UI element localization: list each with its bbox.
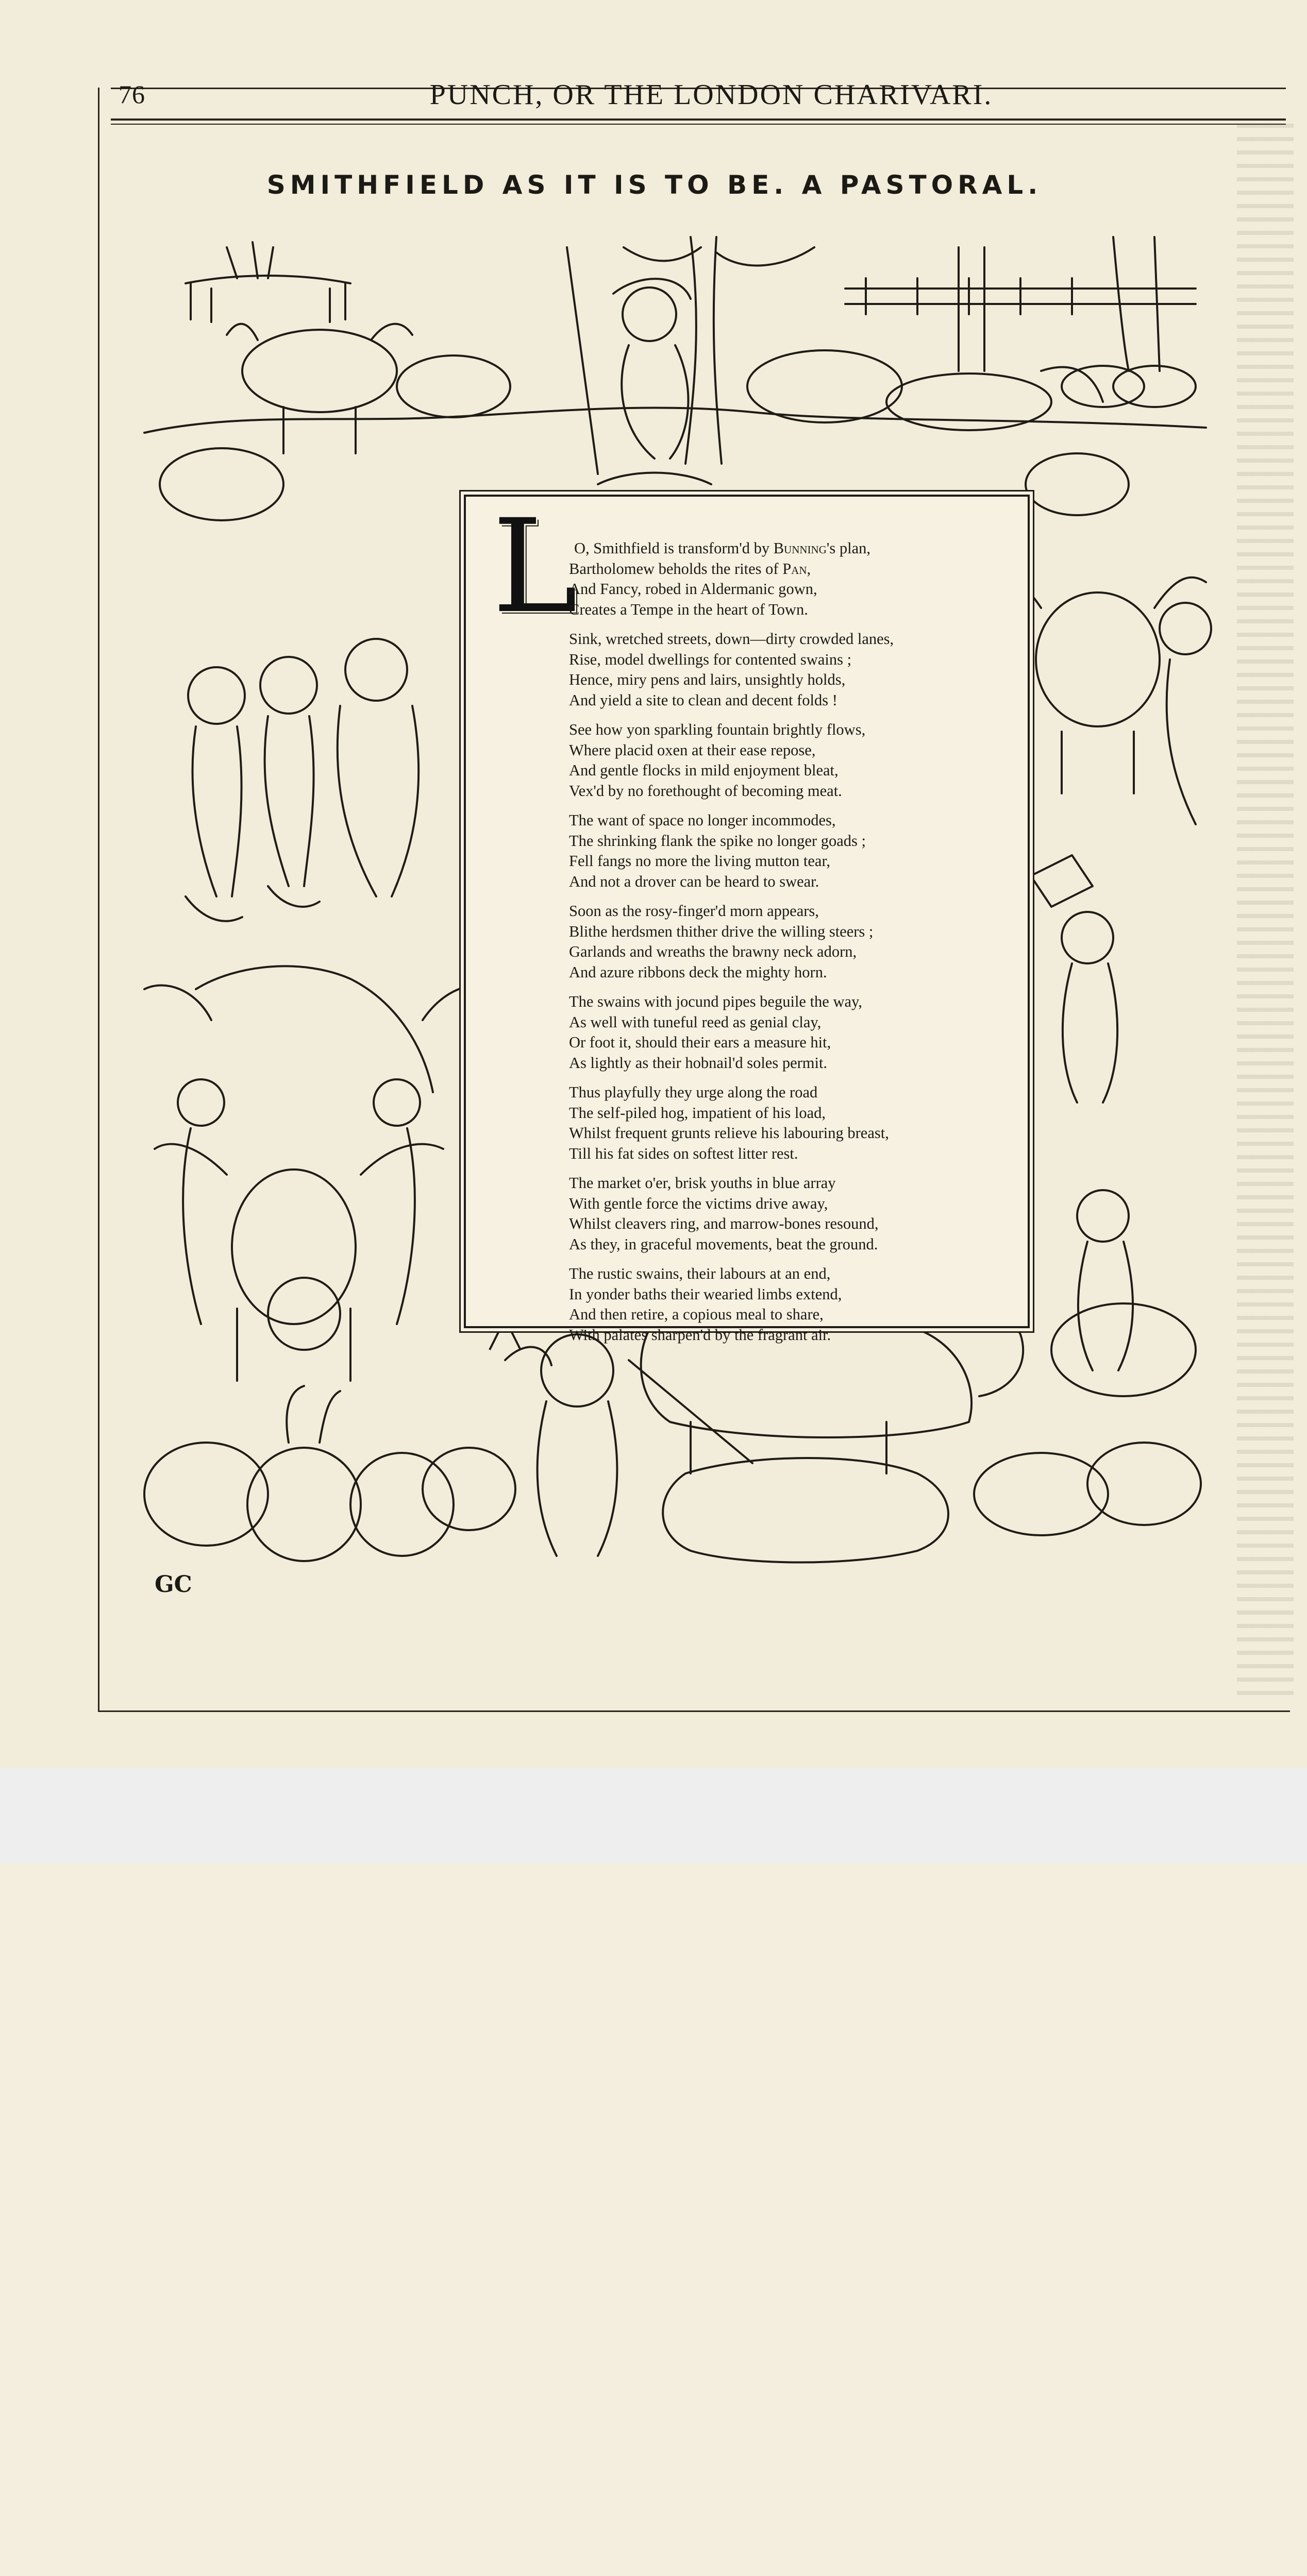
poem-line: And yield a site to clean and decent folds ! — [569, 691, 837, 709]
poem-stanza-6 — [569, 992, 1023, 1073]
poem-line: Garlands and wreaths the brawny neck adorn, — [569, 943, 857, 960]
header-double-rule — [111, 118, 1286, 125]
poem-line: O, Smithfield is transform'd by Bunning's plan, — [574, 539, 871, 557]
poem-line: And then retire, a copious meal to share, — [569, 1306, 824, 1323]
poem-line: Or foot it, should their ears a measure hit, — [569, 1033, 831, 1051]
poem-line: And azure ribbons deck the mighty horn. — [569, 963, 827, 981]
poem-line: Whilst cleavers ring, and marrow-bones resound, — [569, 1215, 879, 1232]
poem-stanza-3 — [569, 720, 1023, 801]
poem-stanza-1 — [569, 538, 1023, 620]
poem-line: See how yon sparkling fountain brightly flows, — [569, 721, 866, 738]
poem-text — [569, 538, 1023, 1354]
poem-stanza-8 — [569, 1173, 1023, 1255]
poem-stanza-2 — [569, 629, 1023, 710]
poem-line: Hence, miry pens and lairs, unsightly holds, — [569, 671, 846, 688]
poem-line: The market o'er, brisk youths in blue array — [569, 1174, 836, 1192]
poem-line: Soon as the rosy-finger'd morn appears, — [569, 902, 819, 920]
running-head: PUNCH, OR THE LONDON CHARIVARI. — [429, 79, 993, 111]
poem-line: Vex'd by no forethought of becoming meat. — [569, 782, 842, 800]
viewer-footer — [0, 1768, 1307, 1863]
poem-line: The rustic swains, their labours at an end, — [569, 1265, 831, 1282]
poem-line: Whilst frequent grunts relieve his labouring breast, — [569, 1124, 889, 1142]
poem-initial-letter: L — [492, 492, 578, 641]
poem-line: In yonder baths their wearied limbs extend, — [569, 1285, 842, 1303]
poem-stanza-5 — [569, 901, 1023, 982]
poem-line: As they, in graceful movements, beat the ground. — [569, 1235, 878, 1253]
poem-stanza-4 — [569, 810, 1023, 892]
cartoon-title: SMITHFIELD AS IT IS TO BE. A PASTORAL. — [266, 170, 1043, 200]
poem-line: As well with tuneful reed as genial clay, — [569, 1013, 822, 1031]
poem-line: With palates sharpen'd by the fragrant air. — [569, 1326, 831, 1344]
poem-line: Sink, wretched streets, down—dirty crowded lanes, — [569, 630, 894, 648]
poem-line: With gentle force the victims drive away, — [569, 1194, 828, 1212]
poem-line: Bartholomew beholds the rites of Pan, — [569, 560, 811, 578]
poem-line: And not a drover can be heard to swear. — [569, 872, 819, 890]
page-number: 76 — [119, 80, 145, 109]
poem-line: Creates a Tempe in the heart of Town. — [569, 600, 808, 618]
poem-stanza-9 — [569, 1264, 1023, 1345]
poem-line: The want of space no longer incommodes, — [569, 811, 836, 829]
poem-line: Where placid oxen at their ease repose, — [569, 741, 816, 759]
poem-line: The swains with jocund pipes beguile the way, — [569, 993, 862, 1010]
poem-stanza-7 — [569, 1082, 1023, 1164]
artist-monogram: GC — [155, 1571, 192, 1598]
poem-line: Fell fangs no more the living mutton tear, — [569, 852, 831, 870]
poem-line: Thus playfully they urge along the road — [569, 1083, 818, 1101]
poem-line: The self-piled hog, impatient of his load, — [569, 1104, 826, 1122]
poem-line: And Fancy, robed in Aldermanic gown, — [569, 580, 817, 598]
show-through-text — [1237, 124, 1294, 1700]
poem-line: The shrinking flank the spike no longer goads ; — [569, 832, 866, 850]
poem-line: As lightly as their hobnail'd soles permit. — [569, 1054, 828, 1072]
poem-line: Rise, model dwellings for contented swains ; — [569, 650, 852, 668]
poem-line: Till his fat sides on softest litter rest. — [569, 1144, 798, 1162]
poem-line: And gentle flocks in mild enjoyment bleat, — [569, 761, 839, 779]
poem-line: Blithe herdsmen thither drive the willing steers ; — [569, 922, 874, 940]
